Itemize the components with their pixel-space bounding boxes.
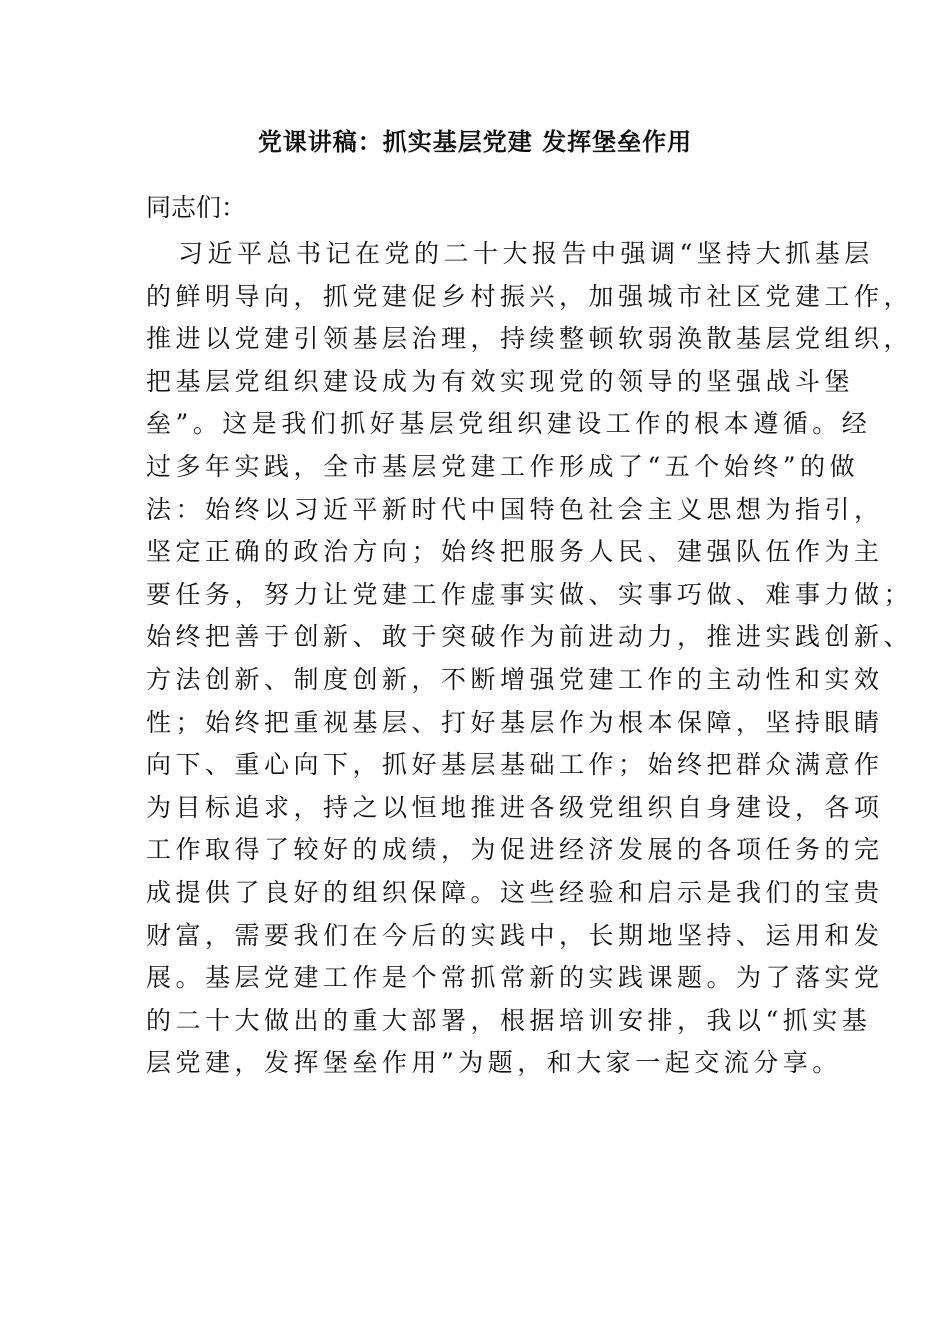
paragraph-line: 推进以党建引领基层治理，持续整顿软弱涣散基层党组织， bbox=[146, 324, 914, 354]
paragraph-line: 向下、重心向下，抓好基层基础工作；始终把群众满意作 bbox=[146, 750, 884, 780]
paragraph-line: 过多年实践，全市基层党建工作形成了“五个始终”的做 bbox=[146, 451, 860, 481]
paragraph-line: 为目标追求，持之以恒地推进各级党组织自身建设，各项 bbox=[146, 792, 884, 822]
paragraph-line: 工作取得了较好的成绩，为促进经济发展的各项任务的完 bbox=[146, 835, 884, 865]
paragraph-line: 性；始终把重视基层、打好基层作为根本保障，坚持眼睛 bbox=[146, 707, 884, 737]
paragraph-line: 要任务，努力让党建工作虚事实做、实事巧做、难事力做； bbox=[146, 579, 914, 609]
salutation: 同志们： bbox=[146, 193, 247, 222]
document-title: 党课讲稿：抓实基层党建 发挥堡垒作用 bbox=[257, 127, 693, 156]
paragraph-line: 方法创新、制度创新，不断增强党建工作的主动性和实效 bbox=[146, 664, 884, 694]
paragraph-line: 习近平总书记在党的二十大报告中强调“坚持大抓基层 bbox=[178, 239, 874, 268]
paragraph-line: 坚定正确的政治方向；始终把服务人民、建强队伍作为主 bbox=[146, 537, 884, 567]
paragraph-line: 垒”。这是我们抓好基层党组织建设工作的根本遵循。经 bbox=[146, 409, 872, 439]
paragraph-line: 成提供了良好的组织保障。这些经验和启示是我们的宝贵 bbox=[146, 877, 884, 907]
paragraph-line: 法：始终以习近平新时代中国特色社会主义思想为指引， bbox=[146, 494, 884, 524]
paragraph-line: 的二十大做出的重大部署，根据培训安排，我以“抓实基 bbox=[146, 1005, 872, 1035]
body-paragraph bbox=[146, 233, 914, 1085]
paragraph-line: 展。基层党建工作是个常抓常新的实践课题。为了落实党 bbox=[146, 963, 884, 993]
paragraph-line: 的鲜明导向，抓党建促乡村振兴，加强城市社区党建工作， bbox=[146, 281, 914, 311]
paragraph-line: 把基层党组织建设成为有效实现党的领导的坚强战斗堡 bbox=[146, 366, 855, 396]
paragraph-line: 始终把善于创新、敢于突破作为前进动力，推进实践创新、 bbox=[146, 622, 914, 652]
paragraph-line: 层党建，发挥堡垒作用”为题，和大家一起交流分享。 bbox=[146, 1048, 842, 1078]
paragraph-line: 财富，需要我们在今后的实践中，长期地坚持、运用和发 bbox=[146, 920, 884, 950]
